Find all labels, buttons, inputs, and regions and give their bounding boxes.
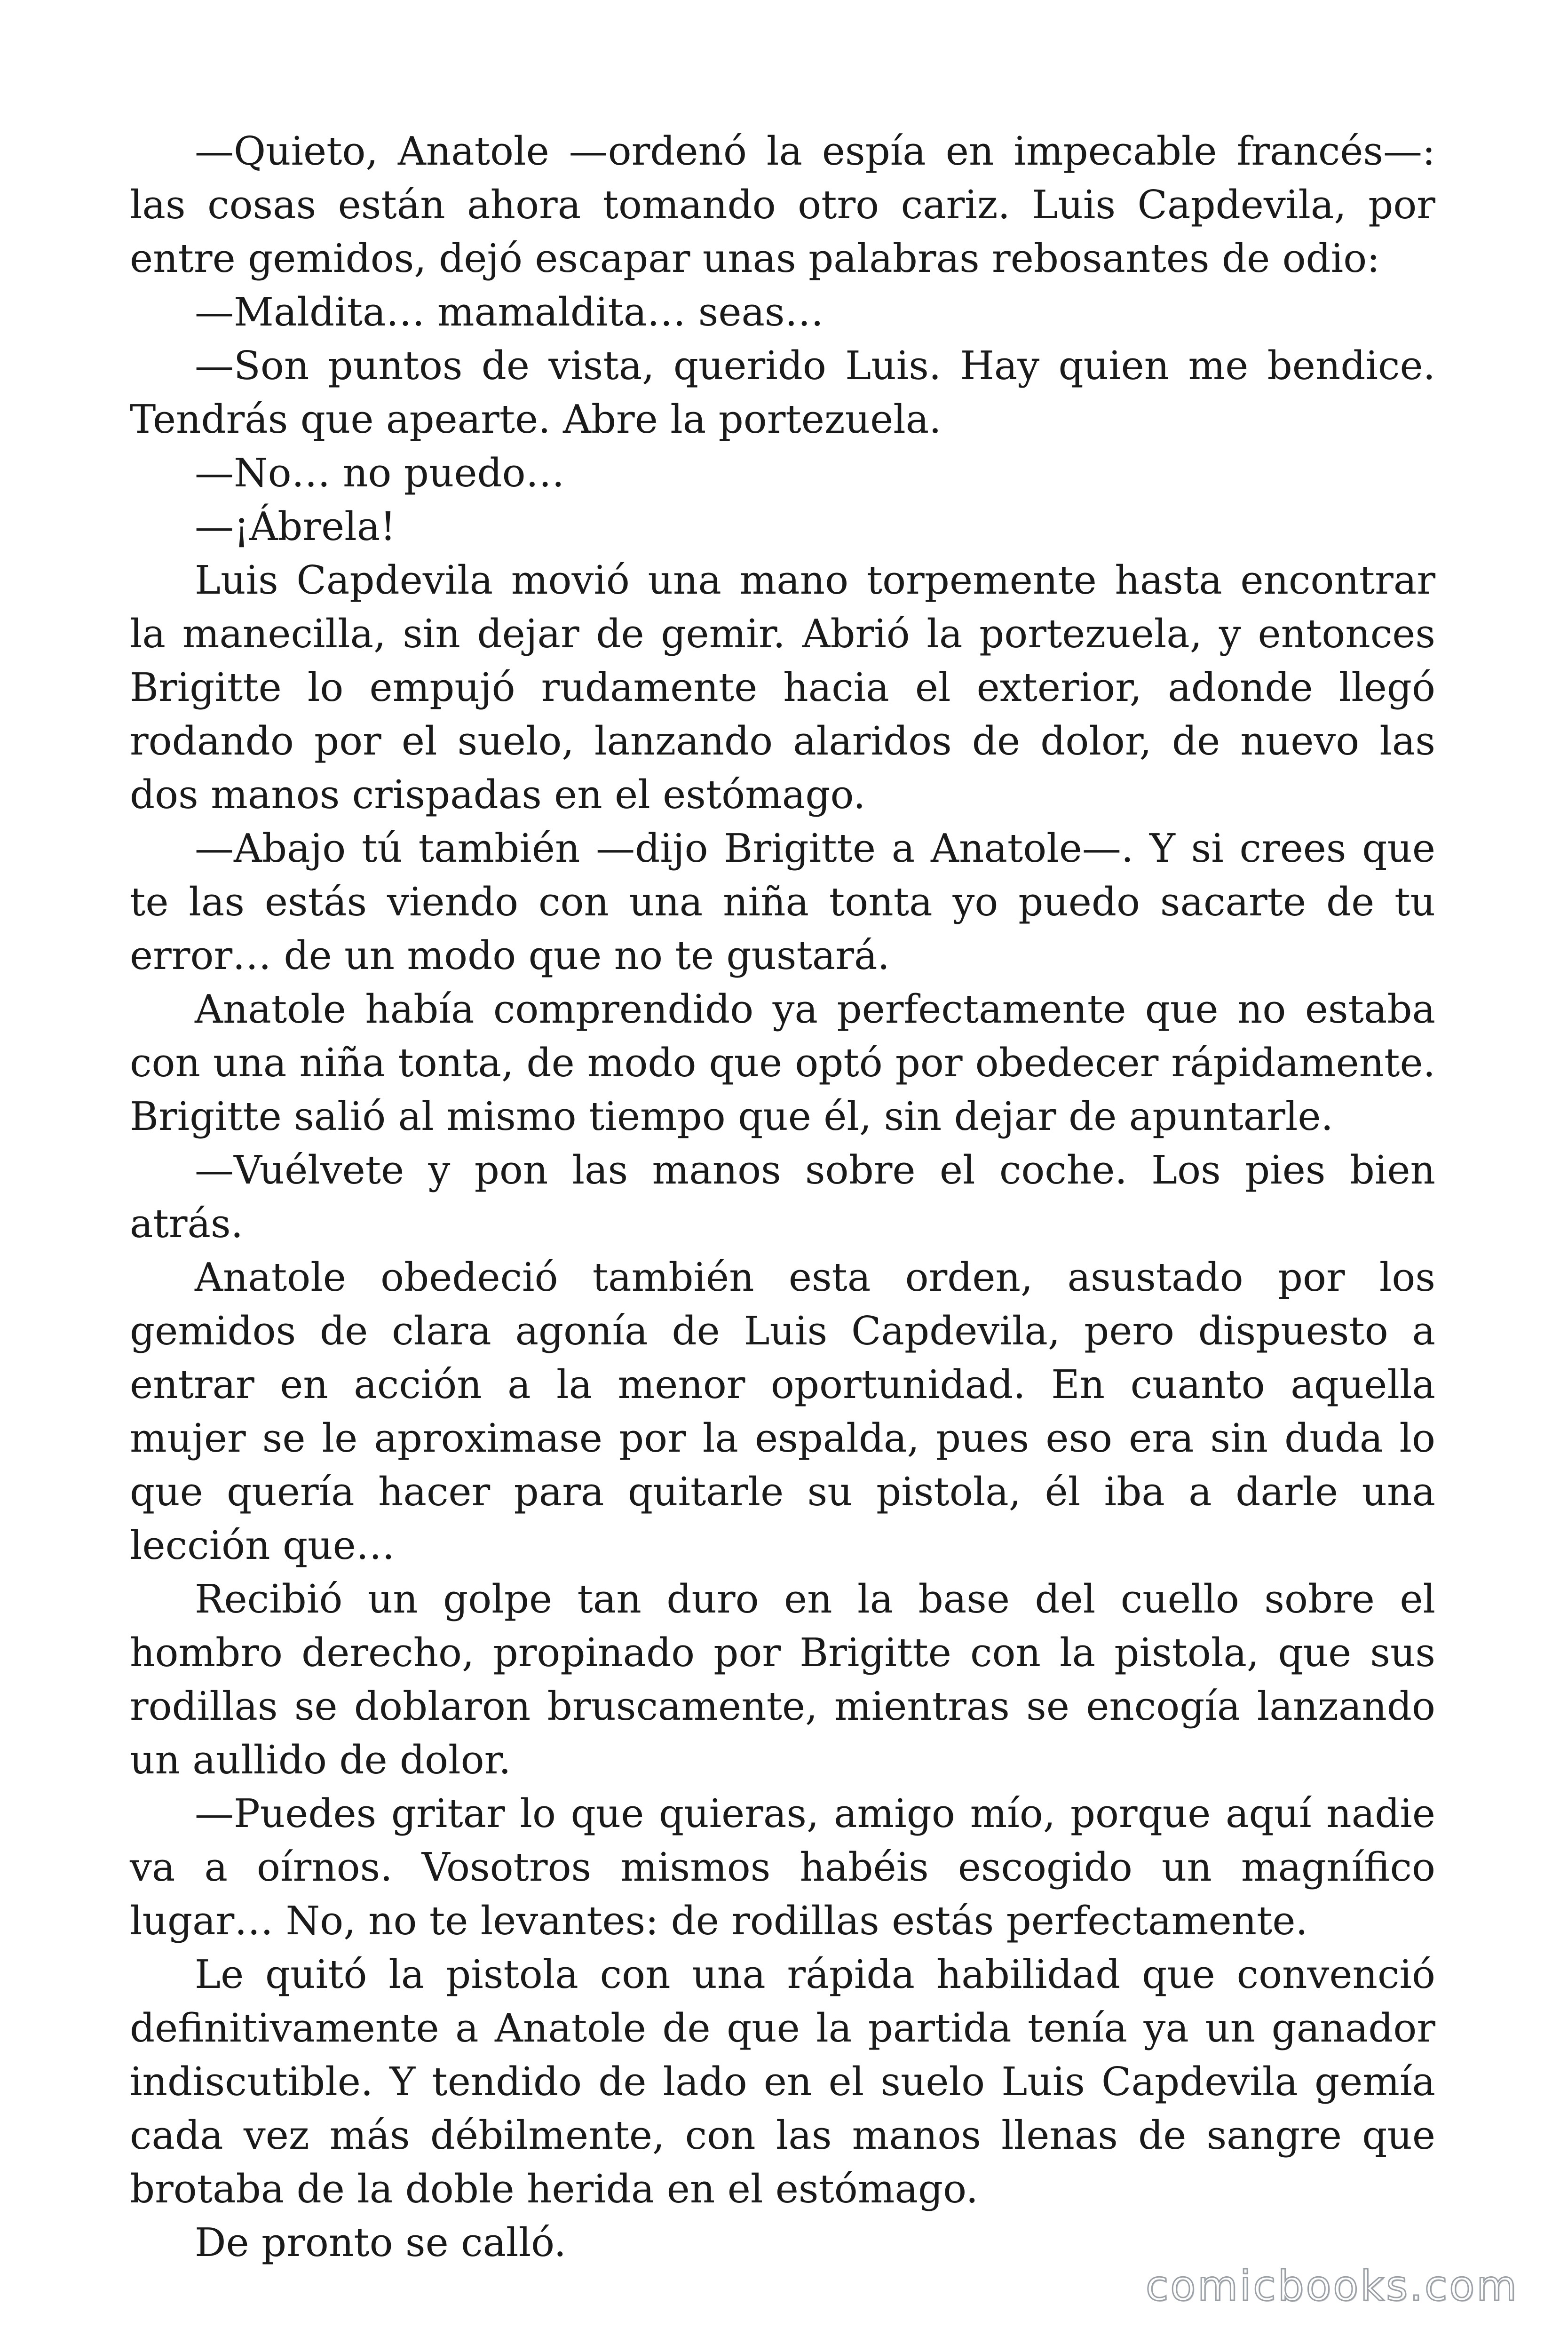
watermark: comicbooks.com bbox=[1145, 2262, 1519, 2310]
paragraph: Luis Capdevila movió una mano torpemente hasta encontrar la manecilla, sin dejar de gemir. Abrió la portezuela, y entonces Brigitte lo empujó rudamente hacia el exterior, adonde llegó rodando por el suelo, lanzando alaridos de dolor, de nuevo las dos manos crispadas en el estómago. bbox=[130, 557, 1435, 818]
paragraph: —Abajo tú también —dijo Brigitte a Anatole—. Y si crees que te las estás viendo con una niña tonta yo puedo sacarte de tu error… de un modo que no te gustará. bbox=[130, 826, 1435, 978]
body-text bbox=[130, 125, 1435, 2270]
paragraph: —Maldita… mamaldita… seas… bbox=[195, 289, 824, 335]
paragraph: Anatole había comprendido ya perfectamente que no estaba con una niña tonta, de modo que optó por obedecer rápidamente. Brigitte salió al mismo tiempo que él, sin dejar de apuntarle. bbox=[130, 986, 1435, 1139]
paragraph: —Vuélvete y pon las manos sobre el coche. Los pies bien atrás. bbox=[130, 1147, 1435, 1247]
paragraph: Recibió un golpe tan duro en la base del cuello sobre el hombro derecho, propinado por Brigitte con la pistola, que sus rodillas se doblaron bruscamente, mientras se encogía lanzando un aullido de dolor. bbox=[130, 1576, 1435, 1783]
paragraph: —¡Ábrela! bbox=[195, 504, 396, 549]
paragraph: Anatole obedeció también esta orden, asustado por los gemidos de clara agonía de Luis Capdevila, pero dispuesto a entrar en acción a la menor oportunidad. En cuanto aquella mujer se le aproximase por la espalda, pues eso era sin duda lo que quería hacer para quitarle su pistola, él iba a darle una lección que… bbox=[130, 1255, 1435, 1568]
paragraph: —Puedes gritar lo que quieras, amigo mío, porque aquí nadie va a oírnos. Vosotros mismos habéis escogido un magnífico lugar… No, no te levantes: de rodillas estás perfectamente. bbox=[130, 1791, 1435, 1944]
paragraph: —Son puntos de vista, querido Luis. Hay quien me bendice. Tendrás que apearte. Abre la portezuela. bbox=[130, 343, 1435, 442]
paragraph: Le quitó la pistola con una rápida habilidad que convenció definitivamente a Anatole de que la partida tenía ya un ganador indiscutible. Y tendido de lado en el suelo Luis Capdevila gemía cada vez más débilmente, con las manos llenas de sangre que brotaba de la doble herida en el estómago. bbox=[130, 1952, 1435, 2212]
paragraph: —No… no puedo… bbox=[195, 450, 565, 496]
paragraph: —Quieto, Anatole —ordenó la espía en impecable francés—: las cosas están ahora tomando otro cariz. Luis Capdevila, por entre gemidos, dejó escapar unas palabras rebosantes de odio: bbox=[130, 128, 1435, 281]
paragraph: De pronto se calló. bbox=[195, 2220, 567, 2265]
